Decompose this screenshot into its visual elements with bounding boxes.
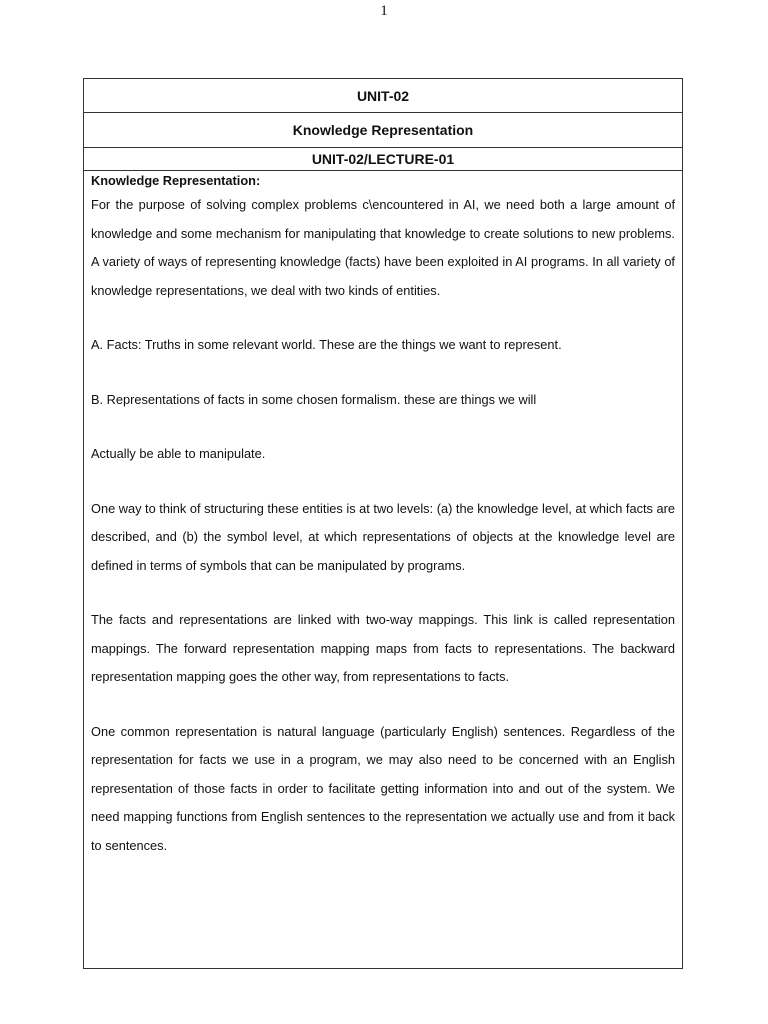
paragraph-intro: For the purpose of solving complex problems c\encountered in AI, we need both a large amount of knowledge and some mechanism for manipulating that knowledge to create solutions to new problems. A variety of ways of representing knowledge (facts) have been exploited in AI programs. In all variety of knowledge representations, we deal with two kinds of entities. xyxy=(91,197,675,298)
lecture-content xyxy=(84,171,682,860)
lecture-frame xyxy=(83,78,683,969)
paragraph-mappings: The facts and representations are linked with two-way mappings. This link is called representation mappings. The forward representation mapping maps from facts to representations. The backward representation mapping goes the other way, from representations to facts. xyxy=(91,612,675,684)
paragraph-facts: A. Facts: Truths in some relevant world. These are the things we want to represent. xyxy=(91,337,562,352)
paragraph-levels: One way to think of structuring these entities is at two levels: (a) the knowledge level, at which facts are described, and (b) the symbol level, at which representations of objects at the knowledge level are defined in terms of symbols that can be manipulated by programs. xyxy=(91,500,675,573)
paragraph-natural-language: One common representation is natural language (particularly English) sentences. Regardless of the representation for facts we use in a program, we may also need to be concerned with an English representation of those facts in order to facilitate getting information into and out of the system. We need mapping functions from English sentences to the representation we actually use and from it back to sentences. xyxy=(91,723,675,853)
subject-heading: Knowledge Representation xyxy=(84,113,682,148)
unit-heading: UNIT-02 xyxy=(84,79,682,113)
paragraph-representations: B. Representations of facts in some chosen formalism. these are things we will xyxy=(91,391,537,407)
paragraph-manipulate: Actually be able to manipulate. xyxy=(91,446,266,461)
section-title: Knowledge Representation: xyxy=(91,173,261,188)
page-number: 1 xyxy=(380,3,388,19)
lecture-heading: UNIT-02/LECTURE-01 xyxy=(84,148,682,171)
